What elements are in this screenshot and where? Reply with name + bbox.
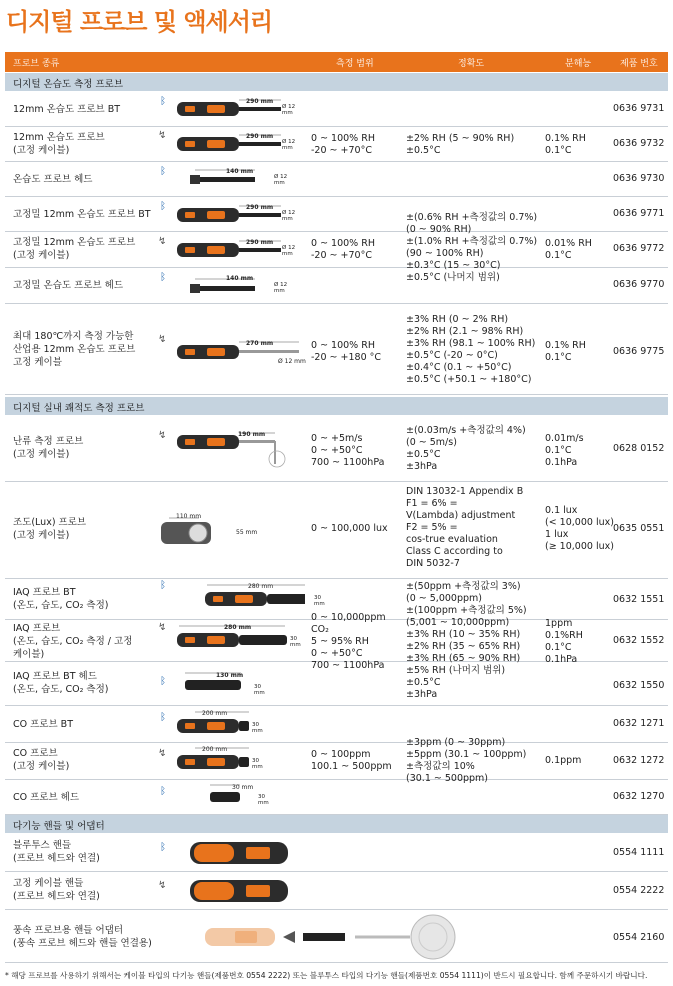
- row-name: 조도(Lux) 프로브 (고정 케이블): [13, 517, 87, 541]
- cable-handle-image: [190, 876, 290, 906]
- cable-icon: ↯: [158, 622, 167, 633]
- col-resolution: 분해능: [565, 59, 592, 69]
- dimension-label: Ø 12 mm: [282, 104, 296, 116]
- bluetooth-handle-image: [190, 838, 290, 868]
- resolution-cell: 0.1% RH 0.1°C: [545, 133, 586, 156]
- product-code: 0636 9775: [613, 346, 665, 357]
- section-title: 다기능 핸들 및 어댑터: [13, 821, 105, 832]
- accuracy-cell: ±(0.03m/s +측정값의 4%) (0 ~ 5m/s) ±0.5°C ±3hPa: [406, 425, 526, 472]
- row-name: 최대 180℃까지 측정 가능한 산업용 12mm 온습도 프로브 고정 케이블: [13, 331, 136, 368]
- cable-icon: ↯: [158, 430, 167, 441]
- dimension-label: 290 mm: [246, 133, 274, 140]
- row-name: 12mm 온습도 프로브 BT: [13, 104, 121, 115]
- range-cell: 0 ~ 100% RH -20 ~ +70°C: [311, 238, 375, 261]
- resolution-cell: 0.1% RH 0.1°C: [545, 340, 586, 363]
- dimension-label: 280 mm: [248, 583, 274, 590]
- table-header: [5, 52, 668, 72]
- product-code: 0628 0152: [613, 443, 665, 454]
- dimension-label: 30 mm: [290, 636, 301, 648]
- dimension-label: 110 mm: [176, 513, 202, 520]
- bluetooth-icon: ᛒ: [160, 712, 166, 723]
- bluetooth-icon: ᛒ: [160, 676, 166, 687]
- cable-icon: ↯: [158, 748, 167, 759]
- resolution-cell: 0.1 lux (< 10,000 lux) 1 lux (≥ 10,000 lux): [545, 505, 614, 552]
- page-title: 디지털 프로브 및 액세서리: [6, 8, 273, 36]
- dimension-label: 280 mm: [224, 624, 252, 631]
- cable-icon: ↯: [158, 236, 167, 247]
- product-code: 0635 0551: [613, 523, 665, 534]
- cable-icon: ↯: [158, 130, 167, 141]
- table-row: [5, 834, 668, 872]
- bluetooth-icon: ᛒ: [160, 580, 166, 591]
- dimension-label: Ø 12 mm: [282, 210, 296, 222]
- bluetooth-icon: ᛒ: [160, 166, 166, 177]
- col-type: 프로브 종류: [13, 59, 60, 69]
- dimension-label: 30 mm: [314, 595, 325, 607]
- dimension-label: Ø 12 mm: [278, 358, 306, 365]
- dimension-label: 200 mm: [202, 710, 228, 717]
- dimension-label: Ø 12 mm: [282, 139, 296, 151]
- adapter-image: [205, 912, 465, 960]
- product-code: 0632 1272: [613, 755, 665, 766]
- range-cell: 0 ~ 100ppm 100.1 ~ 500ppm: [311, 749, 392, 772]
- dimension-label: 140 mm: [226, 168, 254, 175]
- section-humidity: [5, 73, 668, 91]
- product-code: 0636 9730: [613, 173, 665, 184]
- section-comfort: [5, 397, 668, 415]
- dimension-label: 190 mm: [238, 431, 266, 438]
- probe-illustrations: [155, 92, 305, 812]
- range-cell: 0 ~ 100% RH -20 ~ +180 °C: [311, 340, 382, 363]
- table-row: [5, 872, 668, 910]
- table-row: [5, 268, 668, 304]
- accuracy-cell: ±(0.6% RH +측정값의 0.7%) (0 ~ 90% RH) ±(1.0% RH +측정값의 0.7%) (90 ~ 100% RH) ±0.3°C (15 ~ 30°C) ±0.5°C (나머지 범위): [406, 212, 538, 283]
- row-name: IAQ 프로브 BT 헤드 (온도, 습도, CO₂ 측정): [13, 671, 109, 695]
- table-row: [5, 706, 668, 743]
- row-name: IAQ 프로브 BT (온도, 습도, CO₂ 측정): [13, 587, 109, 611]
- resolution-cell: 0.1ppm: [545, 755, 582, 766]
- bluetooth-icon: ᛒ: [160, 96, 166, 107]
- cable-icon: ↯: [158, 334, 167, 345]
- cable-icon: ↯: [158, 880, 167, 891]
- product-code: 0636 9770: [613, 279, 665, 290]
- col-range: 측정 범위: [336, 59, 374, 69]
- row-name: 난류 측정 프로브 (고정 케이블): [13, 436, 84, 460]
- product-code: 0632 1551: [613, 594, 665, 605]
- dimension-label: 140 mm: [226, 275, 254, 282]
- accuracy-cell: DIN 13032-1 Appendix B F1 = 6% = V(Lambda) adjustment F2 = 5% = cos-true evaluation Class C according to DIN 5032-7: [406, 486, 524, 569]
- dimension-label: 270 mm: [246, 340, 274, 347]
- dimension-label: Ø 12 mm: [274, 174, 288, 186]
- footnote: * 해당 프로브를 사용하기 위해서는 케이블 타입의 다기능 핸들(제품번호 0554 2222) 또는 블루투스 타입의 다기능 핸들(제품번호 0554 1111)이 반드시 필요합니다. 함께 주문하시기 바랍니다.: [5, 971, 648, 980]
- accuracy-cell: ±2% RH (5 ~ 90% RH) ±0.5°C: [406, 133, 515, 156]
- product-code: 0554 1111: [613, 847, 665, 858]
- dimension-label: Ø 12 mm: [282, 245, 296, 257]
- dimension-label: 30 mm: [254, 684, 265, 696]
- accuracy-cell: ±(50ppm +측정값의 3%) (0 ~ 5,000ppm) ±(100ppm +측정값의 5%) (5,001 ~ 10,000ppm) ±3% RH (10 ~ 35% RH) ±2% RH (35 ~ 65% RH) ±3% RH (65 ~ 90% RH) ±5% RH (나머지 범위) ±0.5°C ±3hPa: [406, 581, 527, 700]
- bluetooth-icon: ᛒ: [160, 272, 166, 283]
- row-name: 고정밀 온습도 프로브 헤드: [13, 280, 124, 291]
- row-name: 고정 케이블 핸들 (프로브 헤드와 연결): [13, 878, 100, 902]
- section-handles: [5, 815, 668, 833]
- table-row: [5, 197, 668, 232]
- row-name: 블루투스 핸들 (프로브 헤드와 연결): [13, 840, 100, 864]
- product-code: 0636 9772: [613, 243, 665, 254]
- product-code: 0554 2160: [613, 932, 665, 943]
- dimension-label: Ø 12 mm: [274, 282, 288, 294]
- product-code: 0632 1550: [613, 680, 665, 691]
- section-title: 디지털 온습도 측정 프로브: [13, 79, 124, 90]
- bluetooth-icon: ᛒ: [160, 842, 166, 853]
- bluetooth-icon: ᛒ: [160, 786, 166, 797]
- product-code: 0632 1552: [613, 635, 665, 646]
- row-name: CO 프로브 BT: [13, 719, 74, 730]
- row-name: CO 프로브 헤드: [13, 792, 80, 803]
- col-accuracy: 정확도: [458, 59, 485, 69]
- table-row: [5, 162, 668, 197]
- col-code: 제품 번호: [620, 59, 658, 69]
- dimension-label: 200 mm: [202, 746, 228, 753]
- accuracy-cell: ±3ppm (0 ~ 30ppm) ±5ppm (30.1 ~ 100ppm) ±측정값의 10% (30.1 ~ 500ppm): [406, 737, 527, 784]
- dimension-label: 290 mm: [246, 98, 274, 105]
- range-cell: 0 ~ 10,000ppm CO₂ 5 ~ 95% RH 0 ~ +50°C 700 ~ 1100hPa: [311, 612, 386, 671]
- row-name: 온습도 프로브 헤드: [13, 174, 93, 185]
- product-code: 0554 2222: [613, 885, 665, 896]
- row-name: IAQ 프로브 (온도, 습도, CO₂ 측정 / 고정 케이블): [13, 623, 133, 660]
- bluetooth-icon: ᛒ: [160, 201, 166, 212]
- table-row: [5, 92, 668, 127]
- dimension-label: 30 mm: [258, 794, 269, 806]
- dimension-label: 30 mm: [252, 758, 263, 770]
- resolution-cell: 1ppm 0.1%RH 0.1°C 0.1hPa: [545, 618, 583, 665]
- product-code: 0636 9732: [613, 138, 665, 149]
- dimension-label: 30 mm: [252, 722, 263, 734]
- row-name: 고정밀 12mm 온습도 프로브 BT: [13, 209, 151, 220]
- dimension-label: 290 mm: [246, 204, 274, 211]
- row-name: 풍속 프로브용 핸들 어댑터 (풍속 프로브 헤드와 핸들 연결용): [13, 925, 152, 949]
- dimension-label: 130 mm: [216, 672, 244, 679]
- product-code: 0636 9771: [613, 208, 665, 219]
- table-row: [5, 780, 668, 815]
- accuracy-cell: ±3% RH (0 ~ 2% RH) ±2% RH (2.1 ~ 98% RH) ±3% RH (98.1 ~ 100% RH) ±0.5°C (-20 ~ 0°C) ±0.4°C (0.1 ~ +50°C) ±0.5°C (+50.1 ~ +180°C): [406, 314, 536, 385]
- dimension-label: 290 mm: [246, 239, 274, 246]
- row-name: CO 프로브 (고정 케이블): [13, 748, 70, 772]
- dimension-label: 55 mm: [236, 529, 258, 536]
- resolution-cell: 0.01m/s 0.1°C 0.1hPa: [545, 433, 584, 468]
- product-code: 0636 9731: [613, 103, 665, 114]
- resolution-cell: 0.01% RH 0.1°C: [545, 238, 592, 261]
- dimension-label: 30 mm: [232, 784, 254, 791]
- row-name: 12mm 온습도 프로브 (고정 케이블): [13, 132, 105, 156]
- product-code: 0632 1271: [613, 718, 665, 729]
- product-code: 0632 1270: [613, 791, 665, 802]
- range-cell: 0 ~ 100% RH -20 ~ +70°C: [311, 133, 375, 156]
- range-cell: 0 ~ 100,000 lux: [311, 523, 388, 534]
- range-cell: 0 ~ +5m/s 0 ~ +50°C 700 ~ 1100hPa: [311, 433, 385, 468]
- row-name: 고정밀 12mm 온습도 프로브 (고정 케이블): [13, 237, 136, 261]
- section-title: 디지털 실내 쾌적도 측정 프로브: [13, 403, 145, 414]
